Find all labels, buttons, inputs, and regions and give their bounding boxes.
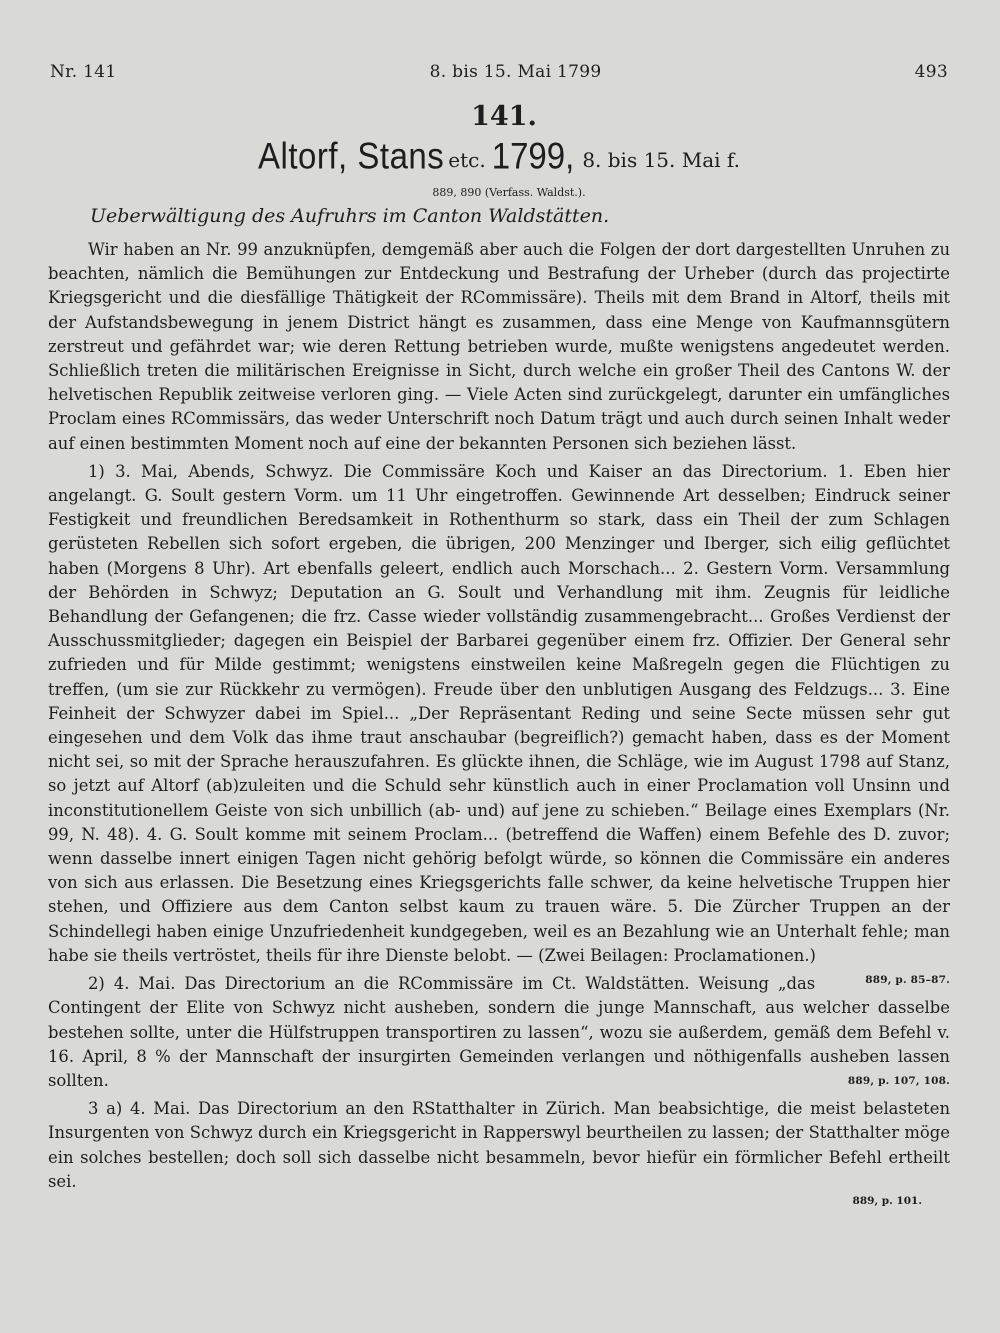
paragraph-entry-1 <box>48 460 950 987</box>
paragraph-entry-3a <box>48 1097 950 1194</box>
paragraph-intro <box>48 238 950 456</box>
archive-reference: 889, p. 85–87. <box>865 974 950 987</box>
document-title <box>48 134 950 177</box>
running-head-date: 8. bis 15. Mai 1799 <box>429 62 602 82</box>
paragraph-text: 2) 4. Mai. Das Directorium an die RCommissäre im Ct. Waldstätten. Weisung „das Contingent der Elite von Schwyz nicht ausheben, sondern die junge Mannschaft, aus welcher dasselbe bestehen sollte, unter die Hülfstruppen transportiren zu lassen“, wozu sie außerdem, gemäß dem Befehl v. 16. April, 8 % der Mannschaft der insurgirten Gemeinden verlangen und nöthigenfalls ausheben lassen sollten. <box>48 974 950 1090</box>
running-head-number: Nr. 141 <box>50 62 117 82</box>
archive-reference: 889, p. 107, 108. <box>847 1074 950 1087</box>
paragraph-entry-2 <box>48 972 950 1093</box>
page-number: 493 <box>914 62 948 82</box>
paragraph-text: 3 a) 4. Mai. Das Directorium an den RStatthalter in Zürich. Man beabsichtige, die meist belasteten Insurgenten von Schwyz durch ein Kriegsgericht in Rapperswyl beurtheilen zu lassen; der Statthalter möge ein solches bestellen; doch soll sich dasselbe nicht besammeln, bevor hiefür ein förmlicher Befehl ertheilt sei. <box>48 1099 950 1191</box>
running-head <box>48 62 950 82</box>
title-etc: etc. <box>448 148 486 172</box>
paragraph-text: Wir haben an Nr. 99 anzuknüpfen, demgemäß aber auch die Folgen der dort dargestellten Unruhen zu beachten, nämlich die Bemühungen zur Entdeckung und Bestrafung der Urheber (durch das projectirte Kriegsgericht und die diesfällige Thätigkeit der RCommissäre). Theils mit dem Brand in Altorf, theils mit der Aufstandsbewegung in jenem District hängt es zusammen, dass eine Menge von Kaufmannsgütern zerstreut und gefährdet war; wie deren Rettung betrieben wurde, mußte wenigstens angedeutet werden. Schließlich treten die militärischen Ereignisse in Sicht, durch welche ein großer Theil des Cantons W. der helvetischen Republik zeitweise verloren ging. — Viele Acten sind zurückgelegt, darunter ein umfängliches Proclam eines RCommissärs, das weder Unterschrift noch Datum trägt und auch durch seinen Inhalt weder auf einen bestimmten Moment noch auf eine der bekannten Personen sich beziehen lässt. <box>48 240 950 453</box>
archive-reference: 889, p. 101. <box>852 1194 922 1207</box>
body-text <box>48 238 950 1208</box>
title-place: Altorf, Stans <box>258 134 445 177</box>
title-year: 1799, <box>491 134 575 177</box>
document-number: 141. <box>471 101 537 132</box>
document-subtitle: Ueberwältigung des Aufruhrs im Canton Waldstätten. <box>90 205 610 227</box>
paragraph-text: 1) 3. Mai, Abends, Schwyz. Die Commissäre Koch und Kaiser an das Directorium. 1. Eben hier angelangt. G. Soult gestern Vorm. um 11 Uhr eingetroffen. Gewinnende Art desselben; Eindruck seiner Festigkeit und freundlichen Beredsamkeit in Rothenthurm so stark, dass ein Theil der zum Schlagen gerüsteten Rebellen sich sofort ergeben, die übrigen, 200 Menzinger und Iberger, sich eilig geflüchtet haben (Morgens 8 Uhr). Art ebenfalls geleert, endlich auch Morschach... 2. Gestern Vorm. Versammlung der Behörden in Schwyz; Deputation an G. Soult und Verhandlung mit ihm. Zeugnis für leidliche Behandlung der Gefangenen; die frz. Casse wieder vollständig zusammengebracht... Großes Verdienst der Ausschussmitglieder; dagegen ein Beispiel der Barbarei gegenüber einem frz. Offizier. Der General sehr zufrieden und für Milde gestimmt; wenigstens einstweilen keine Maßregeln gegen die Flüchtigen zu treffen, (um sie zur Rückkehr zu vermögen). Freude über den unblutigen Ausgang des Feldzugs... 3. Eine Feinheit der Schwyzer dabei im Spiel... „Der Repräsentant Reding und seine Secte müssen sehr gut eingesehen und dem Volk das ihme traut anschaubar (begreiflich?) gemacht haben, dass es der Moment nicht sei, so mit der Sprache herauszufahren. Es glückte ihnen, die Schläge, wie im August 1798 auf Stanz, so jetzt auf Altorf (ab)zuleiten und die Schuld sehr künstlich auch in einer Proclamation voll Unsinn und inconstitutionellem Geiste von sich unbillich (ab- und) auf jene zu schieben.“ Beilage eines Exemplars (Nr. 99, N. 48). 4. G. Soult komme mit seinem Proclam... (betreffend die Waffen) einem Befehle des D. zuvor; wenn dasselbe innert einigen Tagen nicht gehörig befolgt würde, so können die Commissäre ein anderes von sich aus erlassen. Die Besetzung eines Kriegsgerichts falle schwer, da keine helvetische Truppen hier stehen, und Offiziere aus dem Canton selbst kaum zu trauen wäre. 5. Die Zürcher Truppen an der Schindellegi haben einige Unzufriedenheit kundgegeben, weil es an Bezahlung wie an Unterhalt fehle; man habe sie theils vertröstet, theils für ihre Dienste belobt. — (Zwei Beilagen: Proclamationen.) <box>48 461 950 965</box>
source-reference: 889, 890 (Verfass. Waldst.). <box>432 186 586 199</box>
title-date: 8. bis 15. Mai f. <box>582 148 740 172</box>
